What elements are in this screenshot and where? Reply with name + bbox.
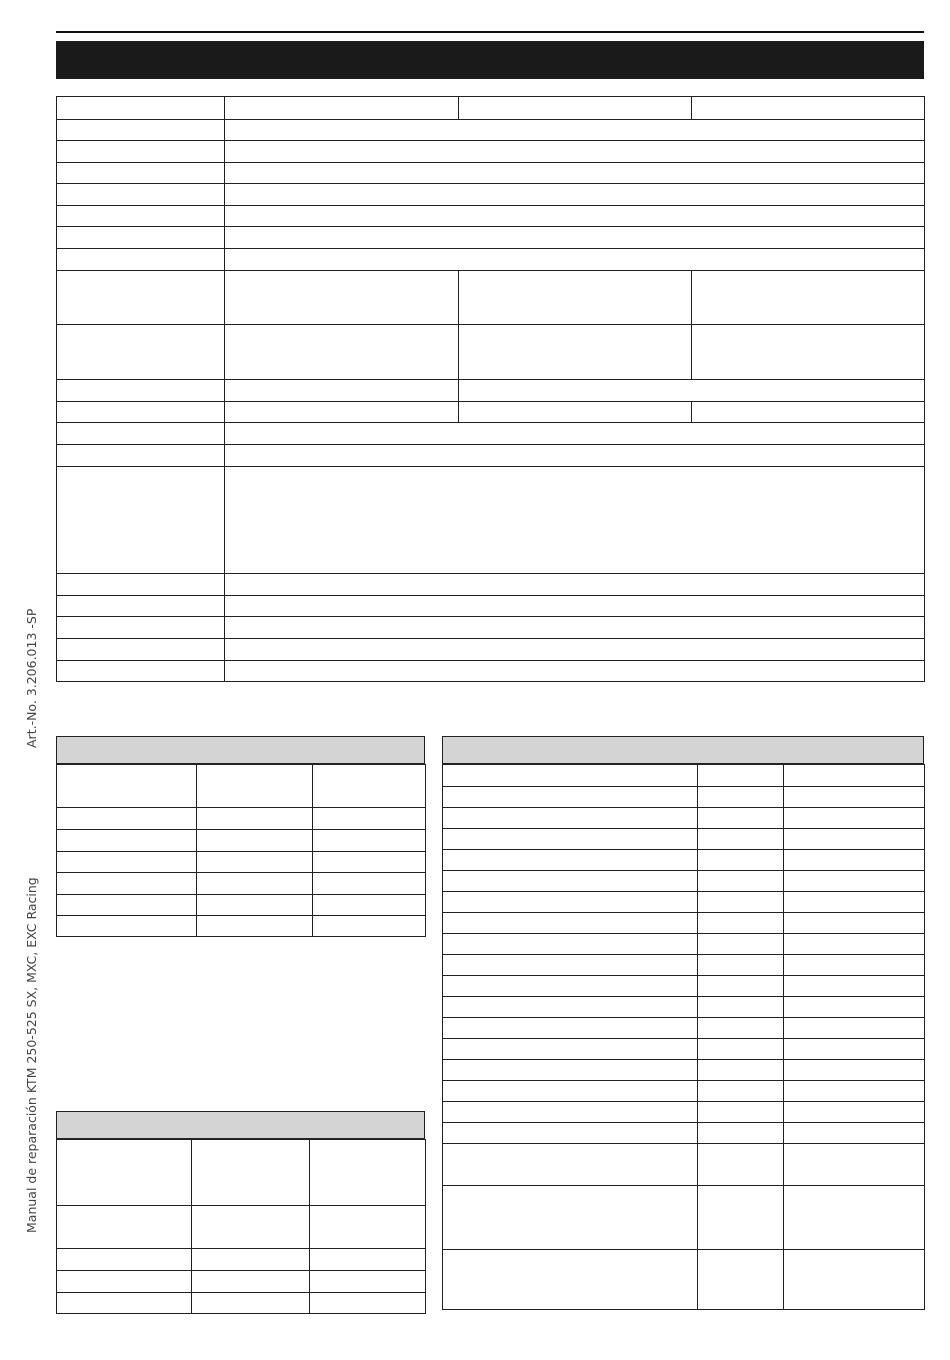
article-number-label: Art.-No. 3.206.013 -SP (24, 608, 39, 748)
table-row (57, 639, 925, 661)
specifications-table (56, 96, 925, 682)
table-row (57, 873, 426, 895)
manual-title-label: Manual de reparación KTM 250-525 SX, MXC, EXC Racing (24, 877, 39, 1233)
table-row (57, 120, 925, 141)
table-row (57, 249, 925, 271)
table-row (443, 1186, 925, 1250)
table-row (57, 423, 925, 445)
table-row (443, 829, 925, 850)
table-row (443, 787, 925, 808)
table-row (57, 163, 925, 184)
table-row (57, 574, 925, 596)
left-table-2-header (56, 1111, 425, 1140)
page-title-bar (56, 41, 924, 79)
table-row (57, 271, 925, 325)
table-row (443, 1081, 925, 1102)
table-row (57, 852, 426, 873)
table-row (57, 325, 925, 380)
table-row (57, 402, 925, 423)
right-table-header (442, 736, 924, 765)
table-row (57, 895, 426, 916)
table-row (443, 955, 925, 976)
table-row (443, 1018, 925, 1039)
table-row (443, 871, 925, 892)
table-row (57, 445, 925, 467)
table-row (443, 1102, 925, 1123)
right-table (442, 764, 925, 1310)
table-row (443, 997, 925, 1018)
table-row (57, 184, 925, 206)
table-row (57, 1249, 426, 1271)
table-row (57, 765, 426, 808)
table-row (57, 617, 925, 639)
table-row (443, 1039, 925, 1060)
table-row (443, 1060, 925, 1081)
table-row (443, 765, 925, 787)
left-table-2 (56, 1139, 426, 1314)
table-row (57, 1271, 426, 1293)
table-row (57, 467, 925, 574)
table-row (443, 913, 925, 934)
table-row (443, 892, 925, 913)
table-row (57, 1206, 426, 1249)
table-row (57, 206, 925, 227)
table-row (57, 380, 925, 402)
table-row (57, 830, 426, 852)
table-row (57, 97, 925, 120)
table-row (443, 850, 925, 871)
table-row (57, 1293, 426, 1314)
table-row (57, 661, 925, 682)
left-table-1-header (56, 736, 425, 765)
table-row (443, 1250, 925, 1310)
table-row (443, 934, 925, 955)
table-row (443, 1144, 925, 1186)
table-row (443, 808, 925, 829)
top-rule (56, 31, 924, 33)
table-row (57, 227, 925, 249)
left-table-1 (56, 764, 426, 937)
table-row (443, 1123, 925, 1144)
table-row (57, 141, 925, 163)
table-row (57, 1140, 426, 1206)
table-row (57, 808, 426, 830)
table-row (443, 976, 925, 997)
table-row (57, 916, 426, 937)
table-row (57, 596, 925, 617)
